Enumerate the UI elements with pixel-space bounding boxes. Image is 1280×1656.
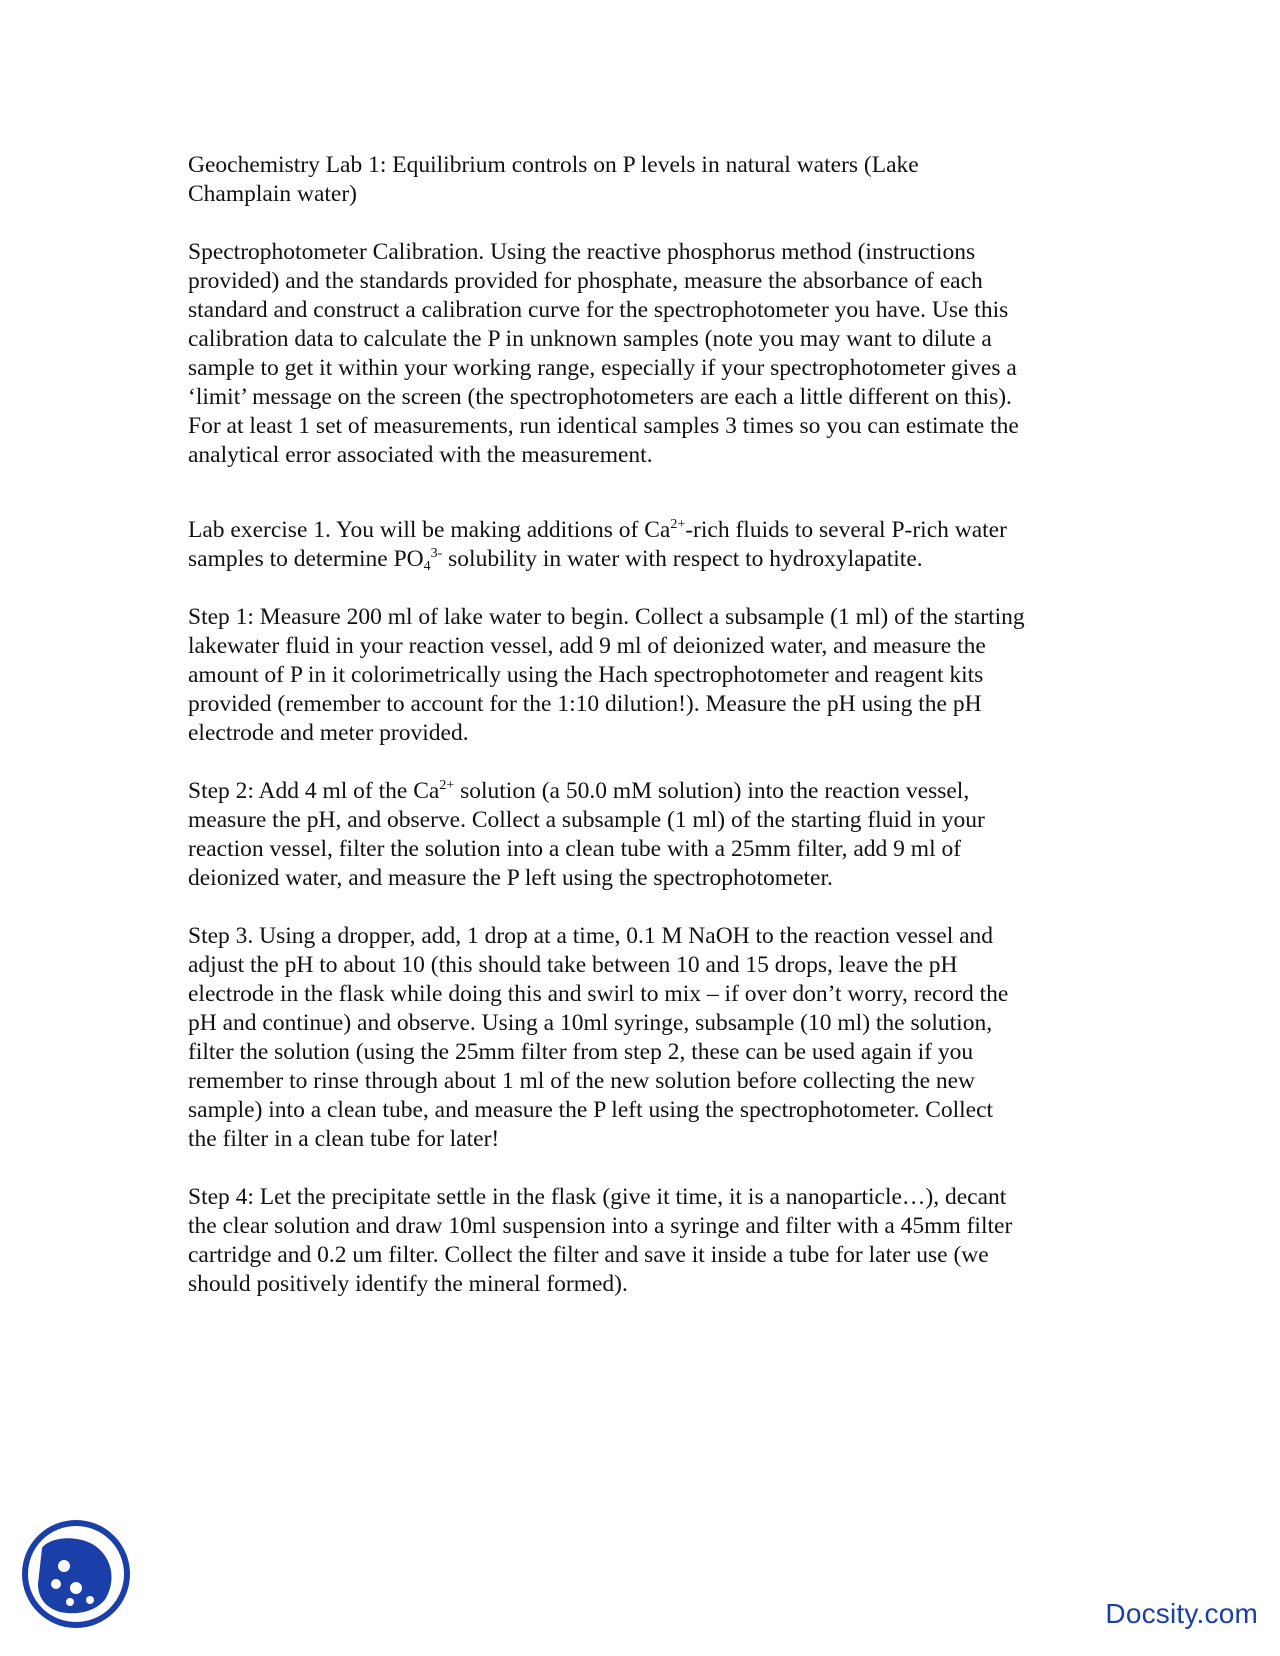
calibration-paragraph: Spectrophotometer Calibration. Using the reactive phosphorus method (instructions provided) and the standards provided for phosphate, measure the absorbance of each standard and construct a calibration curve for the spectrophotometer you have. Use this calibration data to calculate the P in unknown samples (note you may want to dilute a sample to get it within your working range, especially if your spectrophotometer gives a ‘limit’ message on the screen (the spectrophotometers are each a little different on this). For at least 1 set of measurements, run identical samples 3 times so you can estimate the analytical error associated with the measurement. bbox=[188, 239, 1019, 468]
document-body bbox=[188, 151, 1093, 1299]
step-4-paragraph: Step 4: Let the precipitate settle in the flask (give it time, it is a nanoparticle…), decant the clear solution and draw 10ml suspension into a syringe and filter with a 45mm filter cartridge and 0.2 um filter. Collect the filter and save it inside a tube for later use (we should positively identify the mineral formed). bbox=[188, 1184, 1013, 1297]
exercise-intro-paragraph: Lab exercise 1. You will be making additions of $Ca^{2+}$-rich fluids to several P-rich water samples to determine $PO_4^{3-}$ solubility in water with respect to hydroxylapatite. bbox=[188, 517, 1007, 574]
docsity-logo-icon[interactable] bbox=[20, 1518, 132, 1630]
step-1-paragraph: Step 1: Measure 200 ml of lake water to begin. Collect a subsample (1 ml) of the starting lakewater fluid in your reaction vessel, add 9 ml of deionized water, and measure the amount of P in it colorimetrically using the Hach spectrophotometer and reagent kits provided (remember to account for the 1:10 dilution!). Measure the pH using the pH electrode and meter provided. bbox=[188, 604, 1025, 746]
document-title bbox=[188, 151, 1093, 209]
step-3-paragraph: Step 3. Using a dropper, add, 1 drop at a time, 0.1 M NaOH to the reaction vessel and adjust the pH to about 10 (this should take between 10 and 15 drops, leave the pH electrode in the flask while doing this and swirl to mix – if over don’t worry, record the pH and continue) and observe. Using a 10ml syringe, subsample (10 ml) the solution, filter the solution (using the 25mm filter from step 2, these can be used again if you remember to rinse through about 1 ml of the new solution before collecting the new sample) into a clean tube, and measure the P left using the spectrophotometer. Collect the filter in a clean tube for later! bbox=[188, 923, 1009, 1152]
step-2-paragraph: Step 2: Add 4 ml of the $Ca^{2+}$ solution (a 50.0 mM solution) into the reaction vessel, measure the pH, and observe. Collect a subsample (1 ml) of the starting fluid in your reaction vessel, filter the solution into a clean tube with a 25mm filter, add 9 ml of deionized water, and measure the P left using the spectrophotometer. bbox=[188, 778, 985, 891]
title-line-2: Champlain water) bbox=[188, 181, 358, 207]
docsity-brand-link[interactable]: Docsity.com bbox=[1105, 1598, 1258, 1629]
title-line-1: Geochemistry Lab 1: Equilibrium controls on P levels in natural waters (Lake bbox=[188, 152, 919, 178]
